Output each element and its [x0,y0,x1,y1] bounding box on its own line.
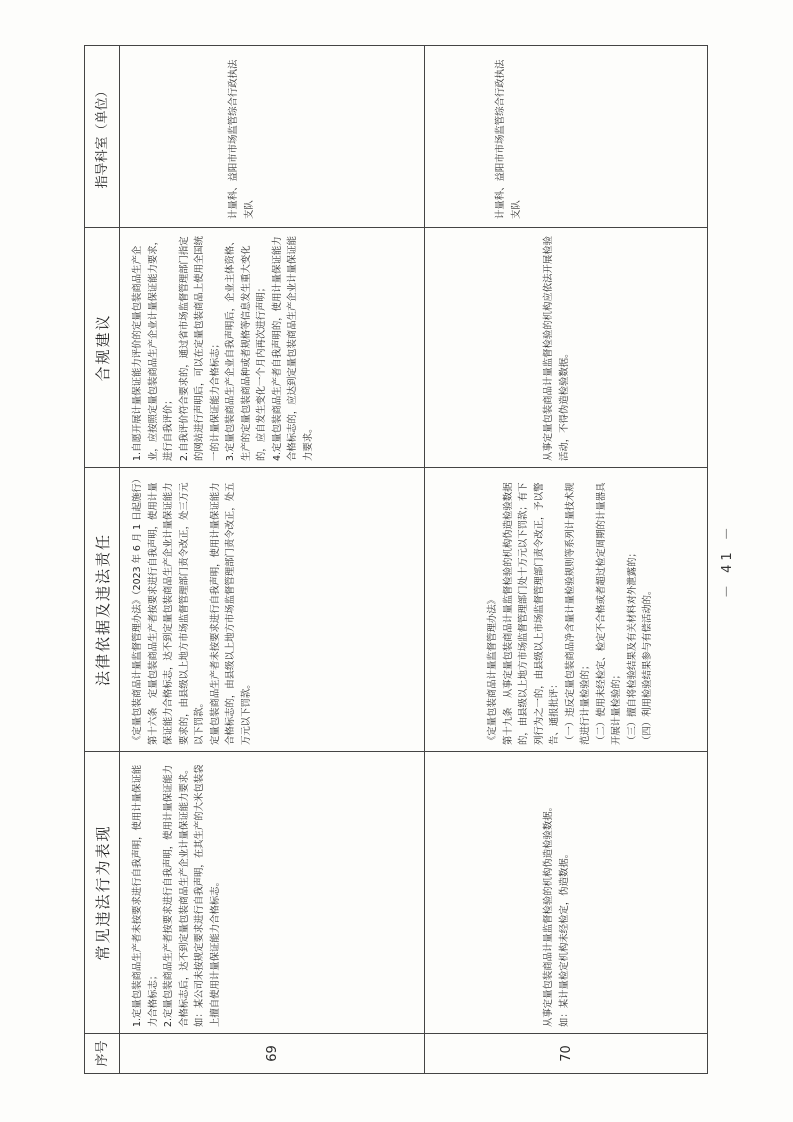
header-no: 序号 [85,1034,120,1074]
row-number: 70 [425,1034,708,1074]
regulation-table [84,45,708,1074]
advice-cell [120,228,425,468]
legal-text: 《定量包装商品计量监督管理办法》（2023 年 6 月 1 日起施行） [132,474,143,745]
header-row [85,46,120,1074]
legal-cell [120,468,425,752]
dept-text: 计量科、益阳市市场监管综合行政执法支队 [228,59,255,219]
table-row [120,46,425,1074]
advice-text: 2.自我评价符合要求的，通过省市场监督管理部门指定的网站进行声明后，可以在定量包装商品上使用全国统一的计量保证能力合格标志； [178,235,221,461]
advice-text: 4.定量包装商品生产者自我声明的，使用计量保证能力合格标志的，应达到定量包装商品生产企业计量保证能力要求。 [271,235,314,461]
legal-cell [425,468,708,752]
page-number: － 41 － [720,523,735,598]
dept-cell [425,46,708,228]
legal-text: （二）使用未经检定、检定不合格或者超过检定周期的计量器具开展计量检验的； [595,482,622,745]
behavior-cell [120,752,425,1034]
behavior-text: 2.定量包装商品生产者按要求进行自我声明，使用计量保证能力合格标志后，达不到定量包装商品生产企业计量保证能力要求。 [163,764,190,1027]
table-row [425,46,708,1074]
legal-text: （三）擅自将检验结果及有关材料对外泄露的； [626,548,638,745]
advice-text: 1.自愿开展计量保证能力评价的定量包装商品生产企业，应按照定量包装商品生产企业计量保证能力要求，进行自我评价； [132,235,174,461]
advice-text: 3.定量包装商品生产企业自我声明后，企业主体资格、生产的定量包装商品种或者规格等信息发生重大变化的，应自发生变化一个月内再次进行声明； [225,236,267,461]
legal-text: 第十九条 从事定量包装商品计量监督检验的机构伪造检验数据的，由县级以上地方市场监督管理部门处十万元以下罚款；有下列行为之一的，由县级以上市场监督管理部门责令改正，予以警告、通报批评： [502,482,560,745]
behavior-text: 从事定量包装商品计量监督检验的机构伪造检验数据。 [543,801,554,1027]
row-number: 69 [120,1034,425,1074]
header-dept: 指导科室（单位） [85,46,120,228]
header-behavior: 常见违法行为表现 [85,752,120,1034]
legal-text: 《定量包装商品计量监督管理办法》 [487,594,498,745]
legal-text: 定量包装商品生产者未按要求进行自我声明，使用计量保证能力合格标志的，由县级以上地方市场监督管理部门责令改正，处五万元以下罚款。 [209,482,252,745]
advice-text: 从事定量包装商品计量监督检验的机构应依法开展检验活动，不得伪造检验数据。 [543,235,570,461]
behavior-cell [425,752,708,1034]
behavior-text: 如：某计量检定机构未经检定，伪造数据。 [558,848,570,1027]
dept-text: 计量科、益阳市市场监管综合行政执法支队 [495,59,522,219]
dept-cell [120,46,425,228]
header-advice: 合规建议 [85,228,120,468]
header-legal: 法律依据及违法责任 [85,468,120,752]
behavior-text: 如：某公司未按规定要求进行自我声明，在其生产的大米包装袋上擅自使用计量保证能力合格标志。 [194,764,221,1027]
behavior-text: 1.定量包装商品生产者未按要求进行自我声明，使用计量保证能力合格标志； [132,764,159,1027]
advice-cell [425,228,708,468]
legal-text: 第十六条 定量包装商品生产者按要求进行自我声明，使用计量保证能力合格标志，达不到定量包装商品生产企业计量保证能力要求的，由县级以上地方市场监督管理部门责令改正，处三万元以下罚款。 [147,482,205,745]
legal-text: （四）利用检验结果参与有偿活动的。 [642,585,653,745]
legal-text: （一）违反定量包装商品净含量计量检验规则等系列计量技术规范进行计量检验的； [564,482,591,745]
